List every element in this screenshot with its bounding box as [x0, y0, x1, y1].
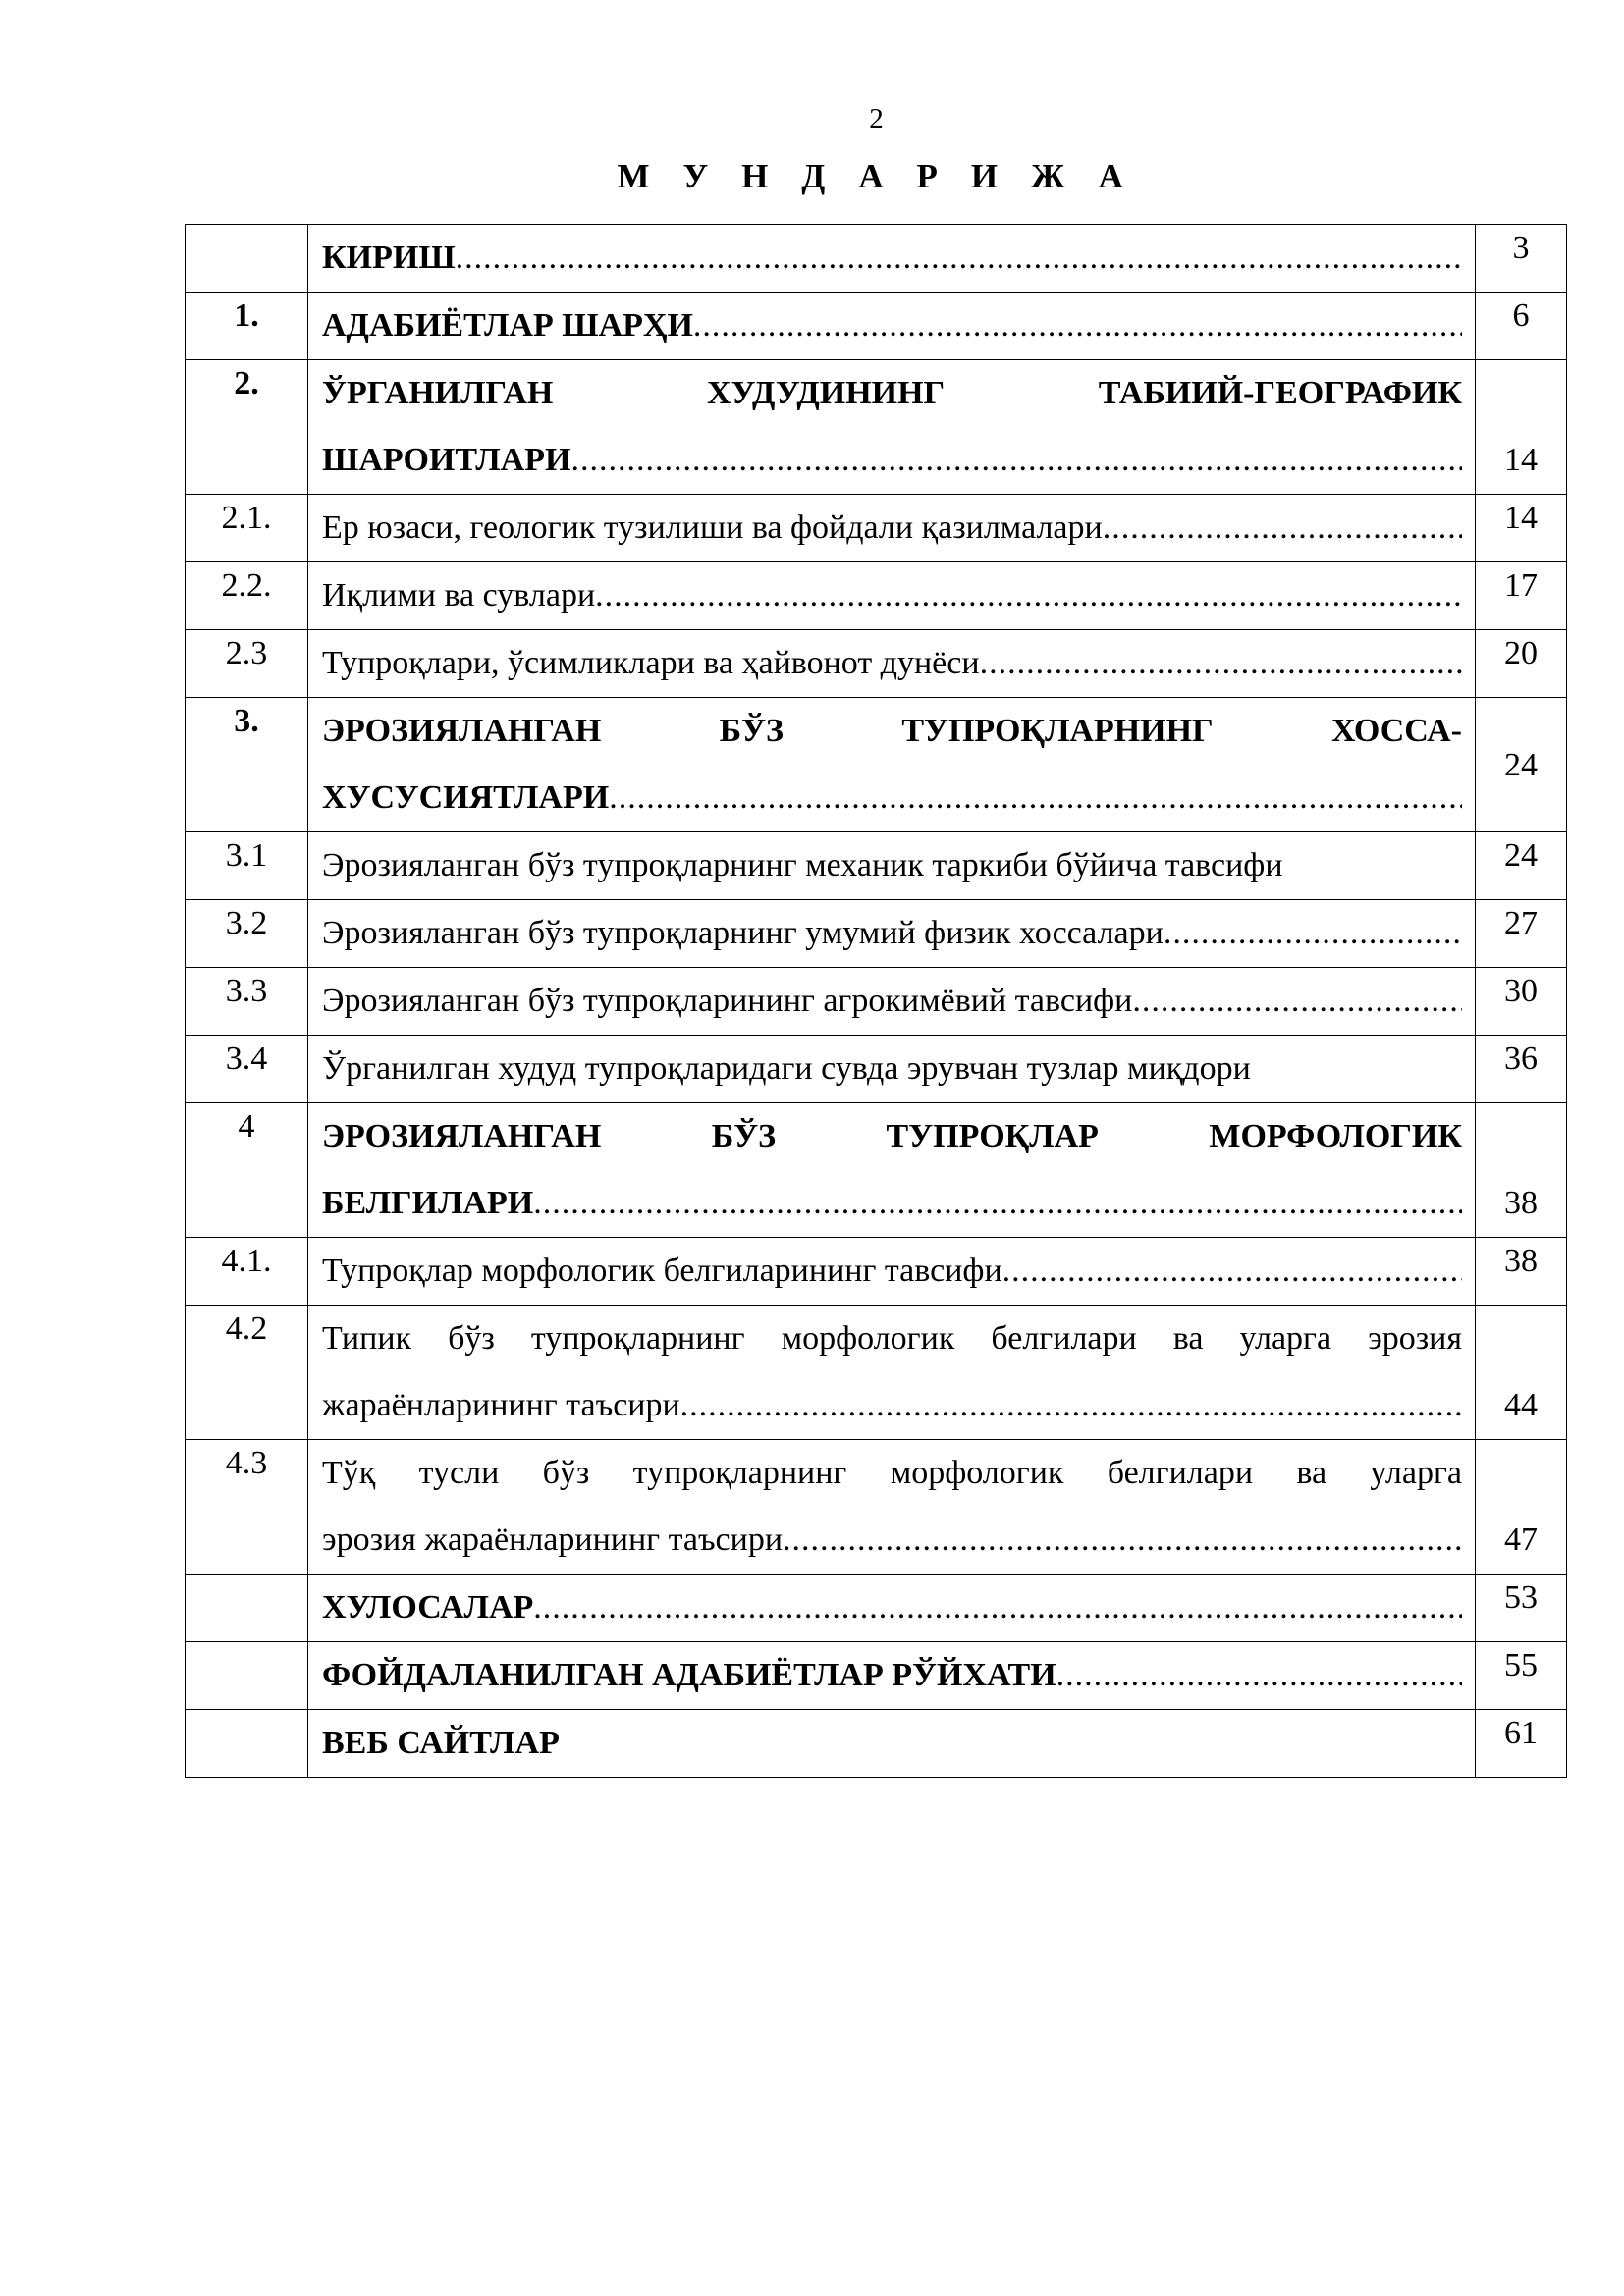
toc-entry-title: [308, 1710, 1476, 1778]
page-number: 2: [869, 103, 884, 134]
toc-entry-line: [322, 765, 1462, 831]
toc-entry-text: ХУЛОСАЛАР: [322, 1589, 534, 1626]
toc-entry-line: [322, 562, 1462, 629]
toc-page-number: 36: [1476, 1036, 1567, 1103]
toc-row: [186, 293, 1567, 360]
toc-entry-text: ШАРОИТЛАРИ: [322, 442, 571, 478]
toc-entry-text: Эрозияланган бўз тупроқларнинг механик таркиби бўйича тавсифи: [322, 847, 1283, 883]
toc-entry-line: [322, 1036, 1462, 1102]
toc-entry-line: [322, 1575, 1462, 1641]
toc-section-number: [186, 1575, 308, 1642]
toc-row: [186, 1306, 1567, 1440]
dot-leader: [533, 1170, 1462, 1237]
toc-entry-title: [308, 1440, 1476, 1575]
toc-section-number: 2.1.: [186, 495, 308, 562]
dot-leader: [693, 293, 1462, 359]
dot-leader: [456, 225, 1462, 292]
toc-page-number: 6: [1476, 293, 1567, 360]
toc-entry-line: [322, 1238, 1462, 1305]
toc-row: [186, 630, 1567, 698]
toc-page-number: 38: [1476, 1238, 1567, 1306]
toc-entry-line: [322, 495, 1462, 561]
dot-leader: [980, 630, 1462, 697]
toc-entry-text: Ер юзаси, геологик тузилиши ва фойдали қазилмалари: [322, 509, 1103, 546]
toc-row: [186, 562, 1567, 630]
toc-section-number: [186, 1642, 308, 1710]
toc-row: [186, 968, 1567, 1036]
toc-page-number: 27: [1476, 900, 1567, 968]
toc-page-number: 38: [1476, 1103, 1567, 1238]
toc-entry-line: [322, 832, 1462, 899]
toc-section-number: 1.: [186, 293, 308, 360]
toc-section-number: 2.: [186, 360, 308, 495]
toc-page-number: 61: [1476, 1710, 1567, 1778]
dot-leader: [609, 765, 1462, 831]
dot-leader: [595, 562, 1462, 629]
dot-leader: [570, 427, 1462, 494]
toc-entry-line: [322, 630, 1462, 697]
toc-entry-line: [322, 1507, 1462, 1574]
toc-entry-text: ВЕБ САЙТЛАР: [322, 1725, 560, 1761]
toc-page-number: 24: [1476, 698, 1567, 832]
toc-page-number: 3: [1476, 225, 1567, 293]
toc-page-number: 53: [1476, 1575, 1567, 1642]
toc-section-number: 3.4: [186, 1036, 308, 1103]
toc-row: [186, 1710, 1567, 1778]
toc-row: [186, 495, 1567, 562]
toc-entry-title: [308, 1306, 1476, 1440]
toc-entry-line: [322, 1710, 1462, 1777]
toc-entry-line: [322, 225, 1462, 292]
toc-row: [186, 900, 1567, 968]
toc-section-number: 3.1: [186, 832, 308, 900]
toc-entry-line: ЎРГАНИЛГАН ХУДУДИНИНГ ТАБИИЙ-ГЕОГРАФИК: [322, 375, 1462, 411]
dot-leader: [1164, 900, 1462, 967]
toc-row: [186, 1103, 1567, 1238]
toc-entry-title: [308, 495, 1476, 562]
toc-page-number: 17: [1476, 562, 1567, 630]
toc-row: [186, 832, 1567, 900]
toc-entry-title: [308, 293, 1476, 360]
toc-section-number: [186, 1710, 308, 1778]
toc-section-number: [186, 225, 308, 293]
toc-entry-line: [322, 427, 1462, 494]
toc-entry-title: [308, 1642, 1476, 1710]
toc-section-number: 4.3: [186, 1440, 308, 1575]
toc-entry-text: БЕЛГИЛАРИ: [322, 1185, 534, 1221]
toc-row: [186, 1238, 1567, 1306]
toc-section-number: 4.1.: [186, 1238, 308, 1306]
toc-row: [186, 1642, 1567, 1710]
toc-page-number: 24: [1476, 832, 1567, 900]
toc-entry-title: [308, 698, 1476, 832]
toc-entry-line: ЭРОЗИЯЛАНГАН БЎЗ ТУПРОҚЛАРНИНГ ХОССА-: [322, 713, 1462, 749]
toc-page-number: 14: [1476, 495, 1567, 562]
dot-leader: [1103, 495, 1462, 561]
toc-page-number: 14: [1476, 360, 1567, 495]
toc-entry-title: [308, 562, 1476, 630]
toc-entry-title: [308, 832, 1476, 900]
toc-section-number: 4.2: [186, 1306, 308, 1440]
toc-entry-title: [308, 1036, 1476, 1103]
toc-entry-text: ФОЙДАЛАНИЛГАН АДАБИЁТЛАР РЎЙХАТИ: [322, 1657, 1056, 1693]
toc-page-number: 20: [1476, 630, 1567, 698]
toc-entry-line: [322, 1372, 1462, 1439]
toc-page-number: 30: [1476, 968, 1567, 1036]
table-of-contents: [185, 224, 1567, 1778]
toc-entry-title: [308, 968, 1476, 1036]
dot-leader: [533, 1575, 1462, 1641]
toc-section-number: 2.3: [186, 630, 308, 698]
toc-entry-title: [308, 360, 1476, 495]
toc-row: [186, 698, 1567, 832]
toc-row: [186, 360, 1567, 495]
toc-entry-line: [322, 293, 1462, 359]
toc-entry-title: [308, 1238, 1476, 1306]
toc-entry-text: Иқлими ва сувлари: [322, 577, 596, 614]
toc-row: [186, 1440, 1567, 1575]
toc-entry-line: Тўқ тусли бўз тупроқларнинг морфологик белгилари ва уларга: [322, 1455, 1462, 1491]
dot-leader: [783, 1507, 1462, 1574]
dot-leader: [1056, 1642, 1462, 1709]
toc-entry-line: [322, 968, 1462, 1035]
toc-entry-text: КИРИШ: [322, 240, 456, 276]
toc-section-number: 2.2.: [186, 562, 308, 630]
toc-entry-title: [308, 225, 1476, 293]
toc-body: [186, 225, 1567, 1778]
toc-page-number: 44: [1476, 1306, 1567, 1440]
toc-section-number: 3.2: [186, 900, 308, 968]
page-title: М У Н Д А Р И Ж А: [617, 157, 1136, 195]
toc-section-number: 4: [186, 1103, 308, 1238]
toc-section-number: 3.: [186, 698, 308, 832]
toc-page-number: 47: [1476, 1440, 1567, 1575]
toc-entry-text: Эрозияланган бўз тупроқларининг агрокимёвий тавсифи: [322, 983, 1133, 1019]
dot-leader: [1132, 968, 1462, 1035]
toc-entry-title: [308, 1103, 1476, 1238]
toc-row: [186, 1036, 1567, 1103]
toc-entry-title: [308, 900, 1476, 968]
toc-section-number: 3.3: [186, 968, 308, 1036]
toc-entry-line: [322, 900, 1462, 967]
toc-entry-text: Тупроқлари, ўсимликлари ва ҳайвонот дунёси: [322, 645, 980, 681]
toc-entry-text: Эрозияланган бўз тупроқларнинг умумий физик хоссалари: [322, 915, 1164, 951]
toc-row: [186, 1575, 1567, 1642]
toc-entry-text: АДАБИЁТЛАР ШАРҲИ: [322, 307, 693, 344]
toc-entry-line: ЭРОЗИЯЛАНГАН БЎЗ ТУПРОҚЛАР МОРФОЛОГИК: [322, 1118, 1462, 1154]
toc-entry-text: ХУСУСИЯТЛАРИ: [322, 779, 610, 816]
dot-leader: [1002, 1238, 1462, 1305]
toc-entry-title: [308, 1575, 1476, 1642]
dot-leader: [680, 1372, 1462, 1439]
toc-entry-text: Тупроқлар морфологик белгиларининг тавсифи: [322, 1253, 1002, 1289]
toc-entry-line: [322, 1170, 1462, 1237]
toc-page-number: 55: [1476, 1642, 1567, 1710]
toc-entry-text: жараёнларининг таъсири: [322, 1387, 680, 1423]
toc-row: [186, 225, 1567, 293]
toc-entry-line: Типик бўз тупроқларнинг морфологик белгилари ва уларга эрозия: [322, 1320, 1462, 1357]
toc-entry-text: эрозия жараёнларининг таъсири: [322, 1522, 784, 1558]
toc-entry-text: Ўрганилган худуд тупроқларидаги сувда эрувчан тузлар миқдори: [322, 1050, 1251, 1087]
toc-entry-title: [308, 630, 1476, 698]
toc-entry-line: [322, 1642, 1462, 1709]
